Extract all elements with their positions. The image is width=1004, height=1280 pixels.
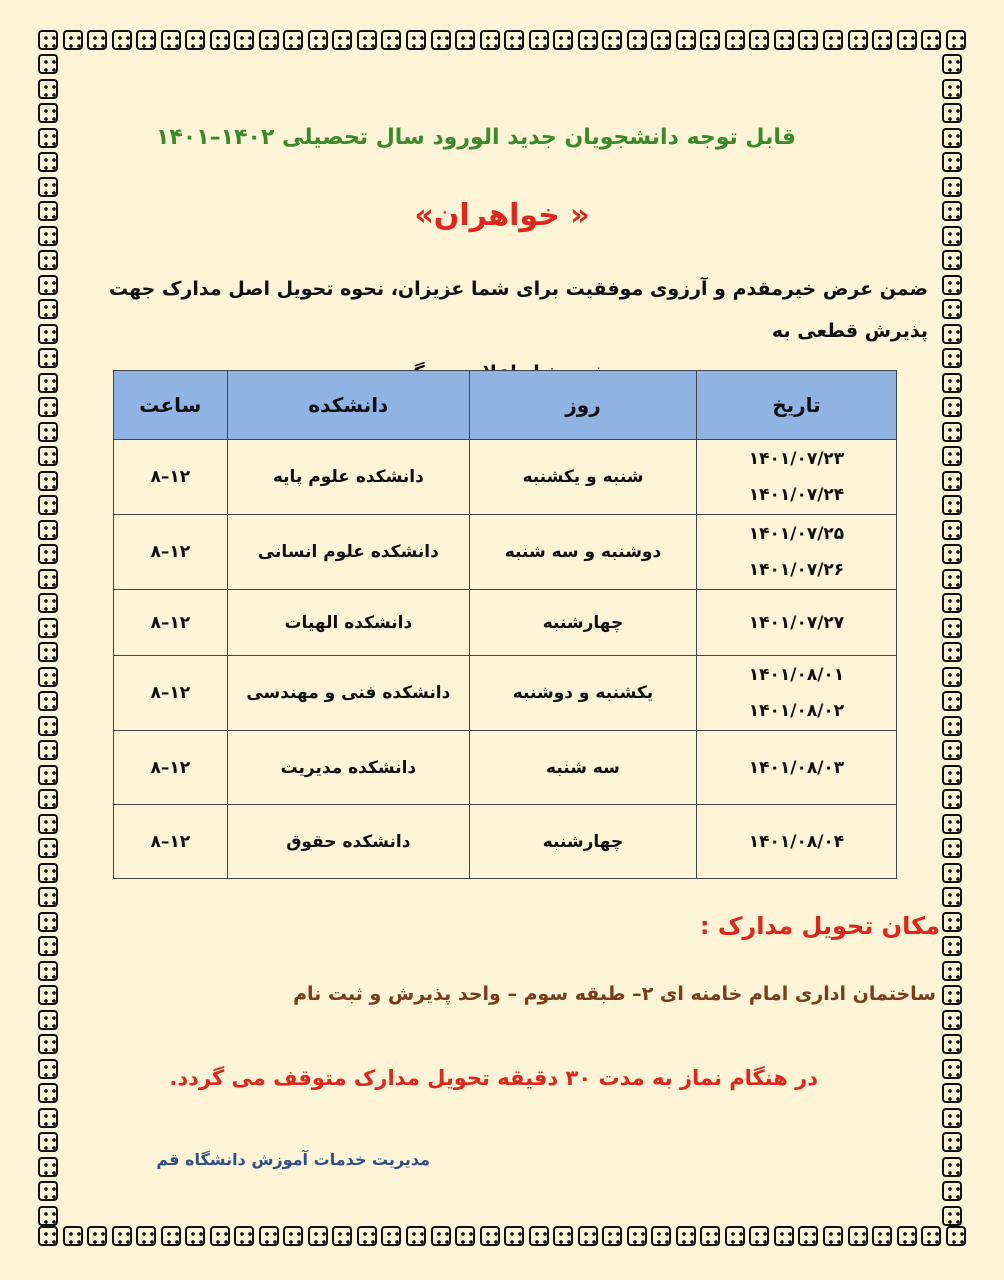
audience-subtitle: « خواهران» — [414, 198, 590, 233]
ornamental-tile-icon — [946, 1226, 966, 1246]
page-border-bottom — [38, 1226, 966, 1250]
ornamental-tile-icon — [942, 691, 962, 711]
ornamental-tile-icon — [38, 1132, 58, 1152]
ornamental-tile-icon — [406, 1226, 426, 1246]
cell-faculty: دانشکده حقوق — [227, 805, 469, 879]
ornamental-tile-icon — [38, 324, 58, 344]
ornamental-tile-icon — [676, 1226, 696, 1246]
table-row — [114, 731, 897, 805]
ornamental-tile-icon — [38, 1059, 58, 1079]
ornamental-tile-icon — [38, 716, 58, 736]
delivery-place-address: ساختمان اداری امام خامنه ای ۲– طبقه سوم – واحد پذیرش و ثبت نام — [293, 983, 936, 1005]
ornamental-tile-icon — [848, 1226, 868, 1246]
ornamental-tile-icon — [38, 471, 58, 491]
schedule-body — [114, 440, 897, 879]
ornamental-tile-icon — [897, 30, 917, 50]
ornamental-tile-icon — [283, 1226, 303, 1246]
ornamental-tile-icon — [38, 446, 58, 466]
cell-hour: ۱۲–۸ — [114, 440, 228, 515]
date-value: ۱۴۰۱/۰۸/۰۲ — [748, 701, 845, 721]
ornamental-tile-icon — [942, 471, 962, 491]
ornamental-tile-icon — [774, 1226, 794, 1246]
ornamental-tile-icon — [161, 30, 181, 50]
ornamental-tile-icon — [627, 1226, 647, 1246]
page-border-top — [38, 30, 966, 54]
ornamental-tile-icon — [823, 1226, 843, 1246]
ornamental-tile-icon — [700, 30, 720, 50]
ornamental-tile-icon — [87, 30, 107, 50]
ornamental-tile-icon — [210, 1226, 230, 1246]
ornamental-tile-icon — [455, 1226, 475, 1246]
ornamental-tile-icon — [38, 1010, 58, 1030]
ornamental-tile-icon — [942, 544, 962, 564]
ornamental-tile-icon — [700, 1226, 720, 1246]
ornamental-tile-icon — [185, 1226, 205, 1246]
ornamental-tile-icon — [332, 1226, 352, 1246]
ornamental-tile-icon — [942, 520, 962, 540]
ornamental-tile-icon — [38, 1108, 58, 1128]
ornamental-tile-icon — [529, 30, 549, 50]
cell-hour: ۱۲–۸ — [114, 590, 228, 656]
cell-hour: ۱۲–۸ — [114, 656, 228, 731]
ornamental-tile-icon — [942, 912, 962, 932]
cell-day: شنبه و یکشنبه — [470, 440, 697, 515]
ornamental-tile-icon — [946, 30, 966, 50]
ornamental-tile-icon — [259, 30, 279, 50]
ornamental-tile-icon — [38, 691, 58, 711]
cell-date — [696, 515, 896, 590]
ornamental-tile-icon — [942, 1157, 962, 1177]
ornamental-tile-icon — [38, 1206, 58, 1226]
ornamental-tile-icon — [872, 1226, 892, 1246]
ornamental-tile-icon — [38, 912, 58, 932]
ornamental-tile-icon — [942, 1181, 962, 1201]
ornamental-tile-icon — [578, 30, 598, 50]
ornamental-tile-icon — [942, 985, 962, 1005]
ornamental-tile-icon — [38, 667, 58, 687]
ornamental-tile-icon — [161, 1226, 181, 1246]
table-row — [114, 805, 897, 879]
ornamental-tile-icon — [38, 569, 58, 589]
ornamental-tile-icon — [38, 887, 58, 907]
ornamental-tile-icon — [942, 348, 962, 368]
ornamental-tile-icon — [942, 54, 962, 74]
date-value: ۱۴۰۱/۰۷/۲۷ — [748, 612, 845, 633]
ornamental-tile-icon — [942, 789, 962, 809]
ornamental-tile-icon — [553, 1226, 573, 1246]
ornamental-tile-icon — [283, 30, 303, 50]
cell-day: دوشنبه و سه شنبه — [470, 515, 697, 590]
cell-faculty: دانشکده علوم انسانی — [227, 515, 469, 590]
header-day: روز — [470, 371, 697, 440]
date-value: ۱۴۰۱/۰۸/۰۳ — [748, 757, 845, 778]
ornamental-tile-icon — [185, 30, 205, 50]
ornamental-tile-icon — [774, 30, 794, 50]
ornamental-tile-icon — [38, 765, 58, 785]
ornamental-tile-icon — [749, 30, 769, 50]
ornamental-tile-icon — [627, 30, 647, 50]
ornamental-tile-icon — [38, 1226, 58, 1246]
ornamental-tile-icon — [942, 422, 962, 442]
ornamental-tile-icon — [87, 1226, 107, 1246]
ornamental-tile-icon — [942, 716, 962, 736]
ornamental-tile-icon — [38, 838, 58, 858]
ornamental-tile-icon — [38, 985, 58, 1005]
date-value: ۱۴۰۱/۰۷/۲۳ — [748, 449, 845, 469]
ornamental-tile-icon — [942, 765, 962, 785]
header-hour: ساعت — [114, 371, 228, 440]
table-header-row — [114, 371, 897, 440]
ornamental-tile-icon — [942, 397, 962, 417]
ornamental-tile-icon — [210, 30, 230, 50]
ornamental-tile-icon — [38, 1181, 58, 1201]
ornamental-tile-icon — [38, 250, 58, 270]
cell-day: یکشنبه و دوشنبه — [470, 656, 697, 731]
ornamental-tile-icon — [942, 838, 962, 858]
cell-date — [696, 440, 896, 515]
ornamental-tile-icon — [38, 30, 58, 50]
ornamental-tile-icon — [112, 30, 132, 50]
ornamental-tile-icon — [234, 1226, 254, 1246]
announcement-heading: قابل توجه دانشجویان جدید الورود سال تحصیلی ۱۴۰۲–۱۴۰۱ — [155, 125, 796, 150]
ornamental-tile-icon — [942, 495, 962, 515]
cell-date — [696, 656, 896, 731]
ornamental-tile-icon — [38, 348, 58, 368]
ornamental-tile-icon — [38, 275, 58, 295]
ornamental-tile-icon — [942, 887, 962, 907]
ornamental-tile-icon — [942, 593, 962, 613]
ornamental-tile-icon — [38, 593, 58, 613]
ornamental-tile-icon — [798, 30, 818, 50]
ornamental-tile-icon — [38, 397, 58, 417]
ornamental-tile-icon — [725, 30, 745, 50]
ornamental-tile-icon — [38, 177, 58, 197]
ornamental-tile-icon — [872, 30, 892, 50]
cell-date — [696, 590, 896, 656]
cell-hour: ۱۲–۸ — [114, 805, 228, 879]
delivery-place-title: مکان تحویل مدارک : — [699, 912, 940, 940]
ornamental-tile-icon — [942, 1083, 962, 1103]
ornamental-tile-icon — [848, 30, 868, 50]
table-row — [114, 656, 897, 731]
ornamental-tile-icon — [942, 961, 962, 981]
ornamental-tile-icon — [942, 1206, 962, 1226]
ornamental-tile-icon — [897, 1226, 917, 1246]
ornamental-tile-icon — [921, 30, 941, 50]
ornamental-tile-icon — [38, 1083, 58, 1103]
schedule-table — [113, 370, 897, 879]
ornamental-tile-icon — [942, 103, 962, 123]
ornamental-tile-icon — [38, 544, 58, 564]
cell-hour: ۱۲–۸ — [114, 515, 228, 590]
ornamental-tile-icon — [942, 373, 962, 393]
ornamental-tile-icon — [942, 814, 962, 834]
cell-date — [696, 731, 896, 805]
ornamental-tile-icon — [942, 1034, 962, 1054]
ornamental-tile-icon — [455, 30, 475, 50]
ornamental-tile-icon — [38, 79, 58, 99]
ornamental-tile-icon — [749, 1226, 769, 1246]
cell-day: سه شنبه — [470, 731, 697, 805]
cell-faculty: دانشکده فنی و مهندسی — [227, 656, 469, 731]
ornamental-tile-icon — [63, 1226, 83, 1246]
header-date: تاریخ — [696, 371, 896, 440]
ornamental-tile-icon — [63, 30, 83, 50]
ornamental-tile-icon — [942, 569, 962, 589]
date-value: ۱۴۰۱/۰۸/۰۴ — [748, 831, 845, 852]
ornamental-tile-icon — [38, 814, 58, 834]
ornamental-tile-icon — [38, 936, 58, 956]
ornamental-tile-icon — [112, 1226, 132, 1246]
date-value: ۱۴۰۱/۰۷/۲۴ — [748, 485, 845, 505]
ornamental-tile-icon — [480, 1226, 500, 1246]
ornamental-tile-icon — [798, 1226, 818, 1246]
ornamental-tile-icon — [942, 642, 962, 662]
ornamental-tile-icon — [308, 30, 328, 50]
ornamental-tile-icon — [38, 642, 58, 662]
ornamental-tile-icon — [725, 1226, 745, 1246]
ornamental-tile-icon — [234, 30, 254, 50]
ornamental-tile-icon — [504, 1226, 524, 1246]
ornamental-tile-icon — [942, 275, 962, 295]
ornamental-tile-icon — [480, 30, 500, 50]
date-value: ۱۴۰۱/۰۷/۲۵ — [748, 524, 845, 544]
ornamental-tile-icon — [823, 30, 843, 50]
ornamental-tile-icon — [553, 30, 573, 50]
ornamental-tile-icon — [602, 1226, 622, 1246]
ornamental-tile-icon — [942, 1108, 962, 1128]
ornamental-tile-icon — [38, 128, 58, 148]
ornamental-tile-icon — [38, 152, 58, 172]
ornamental-tile-icon — [381, 30, 401, 50]
ornamental-tile-icon — [504, 30, 524, 50]
ornamental-tile-icon — [921, 1226, 941, 1246]
ornamental-tile-icon — [357, 30, 377, 50]
ornamental-tile-icon — [942, 1132, 962, 1152]
intro-line-1: ضمن عرض خیرمقدم و آرزوی موفقیت برای شما عزیزان، نحوه تحویل اصل مدارک جهت پذیرش قطعی به — [109, 278, 928, 342]
ornamental-tile-icon — [942, 177, 962, 197]
date-value: ۱۴۰۱/۰۸/۰۱ — [748, 665, 845, 685]
ornamental-tile-icon — [38, 618, 58, 638]
ornamental-tile-icon — [602, 30, 622, 50]
ornamental-tile-icon — [38, 789, 58, 809]
ornamental-tile-icon — [942, 128, 962, 148]
cell-hour: ۱۲–۸ — [114, 731, 228, 805]
ornamental-tile-icon — [38, 1157, 58, 1177]
ornamental-tile-icon — [942, 79, 962, 99]
ornamental-tile-icon — [431, 1226, 451, 1246]
cell-day: چهارشنبه — [470, 805, 697, 879]
ornamental-tile-icon — [38, 961, 58, 981]
cell-faculty: دانشکده الهیات — [227, 590, 469, 656]
ornamental-tile-icon — [38, 54, 58, 74]
ornamental-tile-icon — [136, 30, 156, 50]
ornamental-tile-icon — [942, 1010, 962, 1030]
ornamental-tile-icon — [38, 520, 58, 540]
ornamental-tile-icon — [38, 863, 58, 883]
ornamental-tile-icon — [259, 1226, 279, 1246]
ornamental-tile-icon — [651, 30, 671, 50]
ornamental-tile-icon — [38, 422, 58, 442]
ornamental-tile-icon — [942, 152, 962, 172]
ornamental-tile-icon — [38, 740, 58, 760]
table-row — [114, 590, 897, 656]
cell-day: چهارشنبه — [470, 590, 697, 656]
ornamental-tile-icon — [676, 30, 696, 50]
ornamental-tile-icon — [942, 299, 962, 319]
ornamental-tile-icon — [942, 740, 962, 760]
ornamental-tile-icon — [406, 30, 426, 50]
cell-faculty: دانشکده علوم پایه — [227, 440, 469, 515]
signature: مدیریت خدمات آموزش دانشگاه قم — [156, 1150, 430, 1169]
ornamental-tile-icon — [381, 1226, 401, 1246]
ornamental-tile-icon — [942, 250, 962, 270]
ornamental-tile-icon — [38, 1034, 58, 1054]
ornamental-tile-icon — [38, 299, 58, 319]
ornamental-tile-icon — [942, 936, 962, 956]
ornamental-tile-icon — [38, 373, 58, 393]
ornamental-tile-icon — [578, 1226, 598, 1246]
ornamental-tile-icon — [38, 495, 58, 515]
header-faculty: دانشکده — [227, 371, 469, 440]
ornamental-tile-icon — [942, 1059, 962, 1079]
ornamental-tile-icon — [38, 103, 58, 123]
prayer-time-notice: در هنگام نماز به مدت ۳۰ دقیقه تحویل مدارک متوقف می گردد. — [169, 1066, 818, 1090]
ornamental-tile-icon — [942, 446, 962, 466]
ornamental-tile-icon — [529, 1226, 549, 1246]
table-row — [114, 515, 897, 590]
ornamental-tile-icon — [136, 1226, 156, 1246]
ornamental-tile-icon — [942, 667, 962, 687]
cell-faculty: دانشکده مدیریت — [227, 731, 469, 805]
table-row — [114, 440, 897, 515]
cell-date — [696, 805, 896, 879]
ornamental-tile-icon — [308, 1226, 328, 1246]
ornamental-tile-icon — [651, 1226, 671, 1246]
ornamental-tile-icon — [942, 863, 962, 883]
ornamental-tile-icon — [431, 30, 451, 50]
ornamental-tile-icon — [332, 30, 352, 50]
ornamental-tile-icon — [942, 618, 962, 638]
ornamental-tile-icon — [942, 324, 962, 344]
date-value: ۱۴۰۱/۰۷/۲۶ — [748, 560, 845, 580]
ornamental-tile-icon — [357, 1226, 377, 1246]
